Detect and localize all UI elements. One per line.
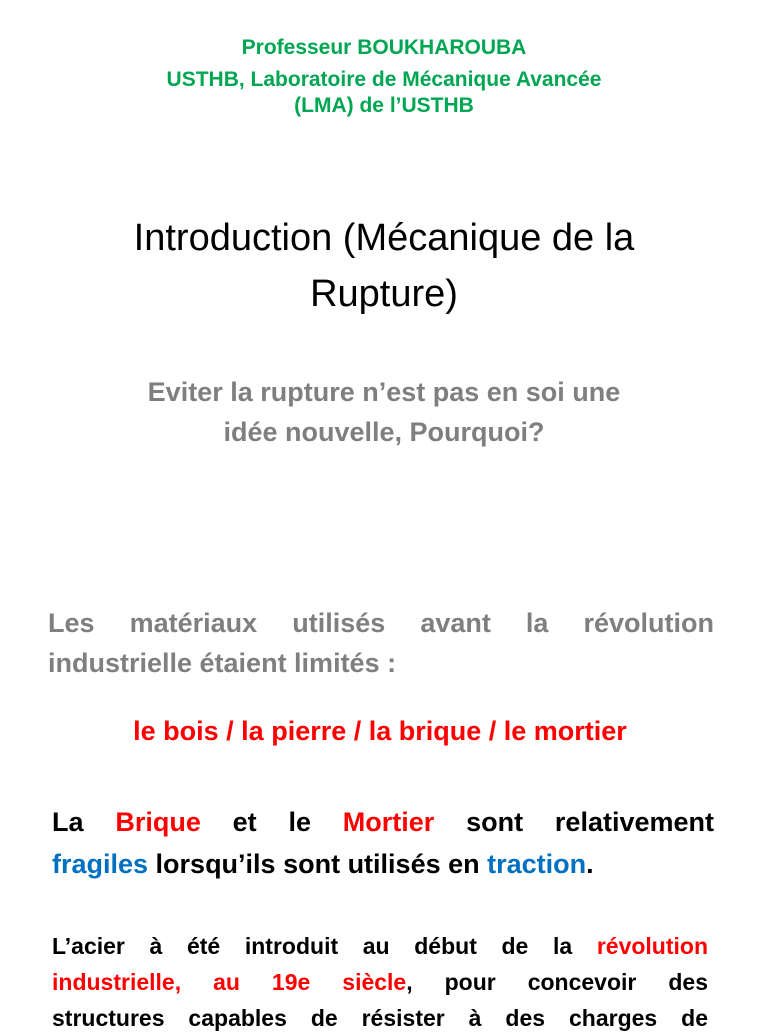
fragility-text-2: et le	[200, 807, 343, 837]
revolution-highlight: révolution	[596, 933, 708, 959]
page-subtitle	[0, 372, 768, 452]
affiliation-line-2: (LMA) de l’USTHB	[294, 94, 474, 117]
mortier-highlight: Mortier	[342, 807, 435, 837]
materials-list: le bois / la pierre / la brique / le mortier	[133, 716, 627, 746]
acier-line-2	[52, 964, 708, 1000]
fragility-line-1	[52, 801, 714, 843]
acier-line-3: structures capables de résister à des charges de	[52, 1005, 708, 1031]
fragiles-highlight: fragiles	[52, 849, 149, 879]
fragility-text-1: La	[52, 807, 116, 837]
traction-highlight: traction	[487, 849, 587, 879]
fragility-line-2	[52, 843, 714, 885]
acier-text-1: L’acier à été introduit au début de la	[52, 933, 597, 959]
title-line-2: Rupture)	[310, 273, 458, 315]
intro-line-2: industrielle étaient limités :	[48, 648, 397, 678]
acier-line-1	[52, 928, 708, 964]
fragility-text-3: sont relativement	[434, 807, 714, 837]
author-name: Professeur BOUKHAROUBA	[241, 36, 527, 59]
fragility-text-5: .	[586, 849, 594, 879]
fragility-text-4: lorsqu’ils sont utilisés en	[148, 849, 488, 879]
brique-highlight: Brique	[115, 807, 201, 837]
intro-line-1: Les matériaux utilisés avant la révolution	[48, 608, 714, 638]
page-title	[0, 210, 768, 322]
subtitle-line-1: Eviter la rupture n’est pas en soi une	[147, 377, 621, 407]
intro-paragraph	[48, 603, 714, 683]
title-line-1: Introduction (Mécanique de la	[133, 217, 635, 259]
affiliation-line: USTHB, Laboratoire de Mécanique Avancée	[166, 68, 602, 91]
subtitle-line-2: idée nouvelle, Pourquoi?	[223, 417, 545, 447]
fragility-paragraph	[52, 801, 714, 885]
revolution-date-highlight: industrielle, au 19e siècle	[52, 969, 407, 995]
acier-text-2: , pour concevoir des	[406, 969, 708, 995]
acier-paragraph	[52, 928, 708, 1036]
